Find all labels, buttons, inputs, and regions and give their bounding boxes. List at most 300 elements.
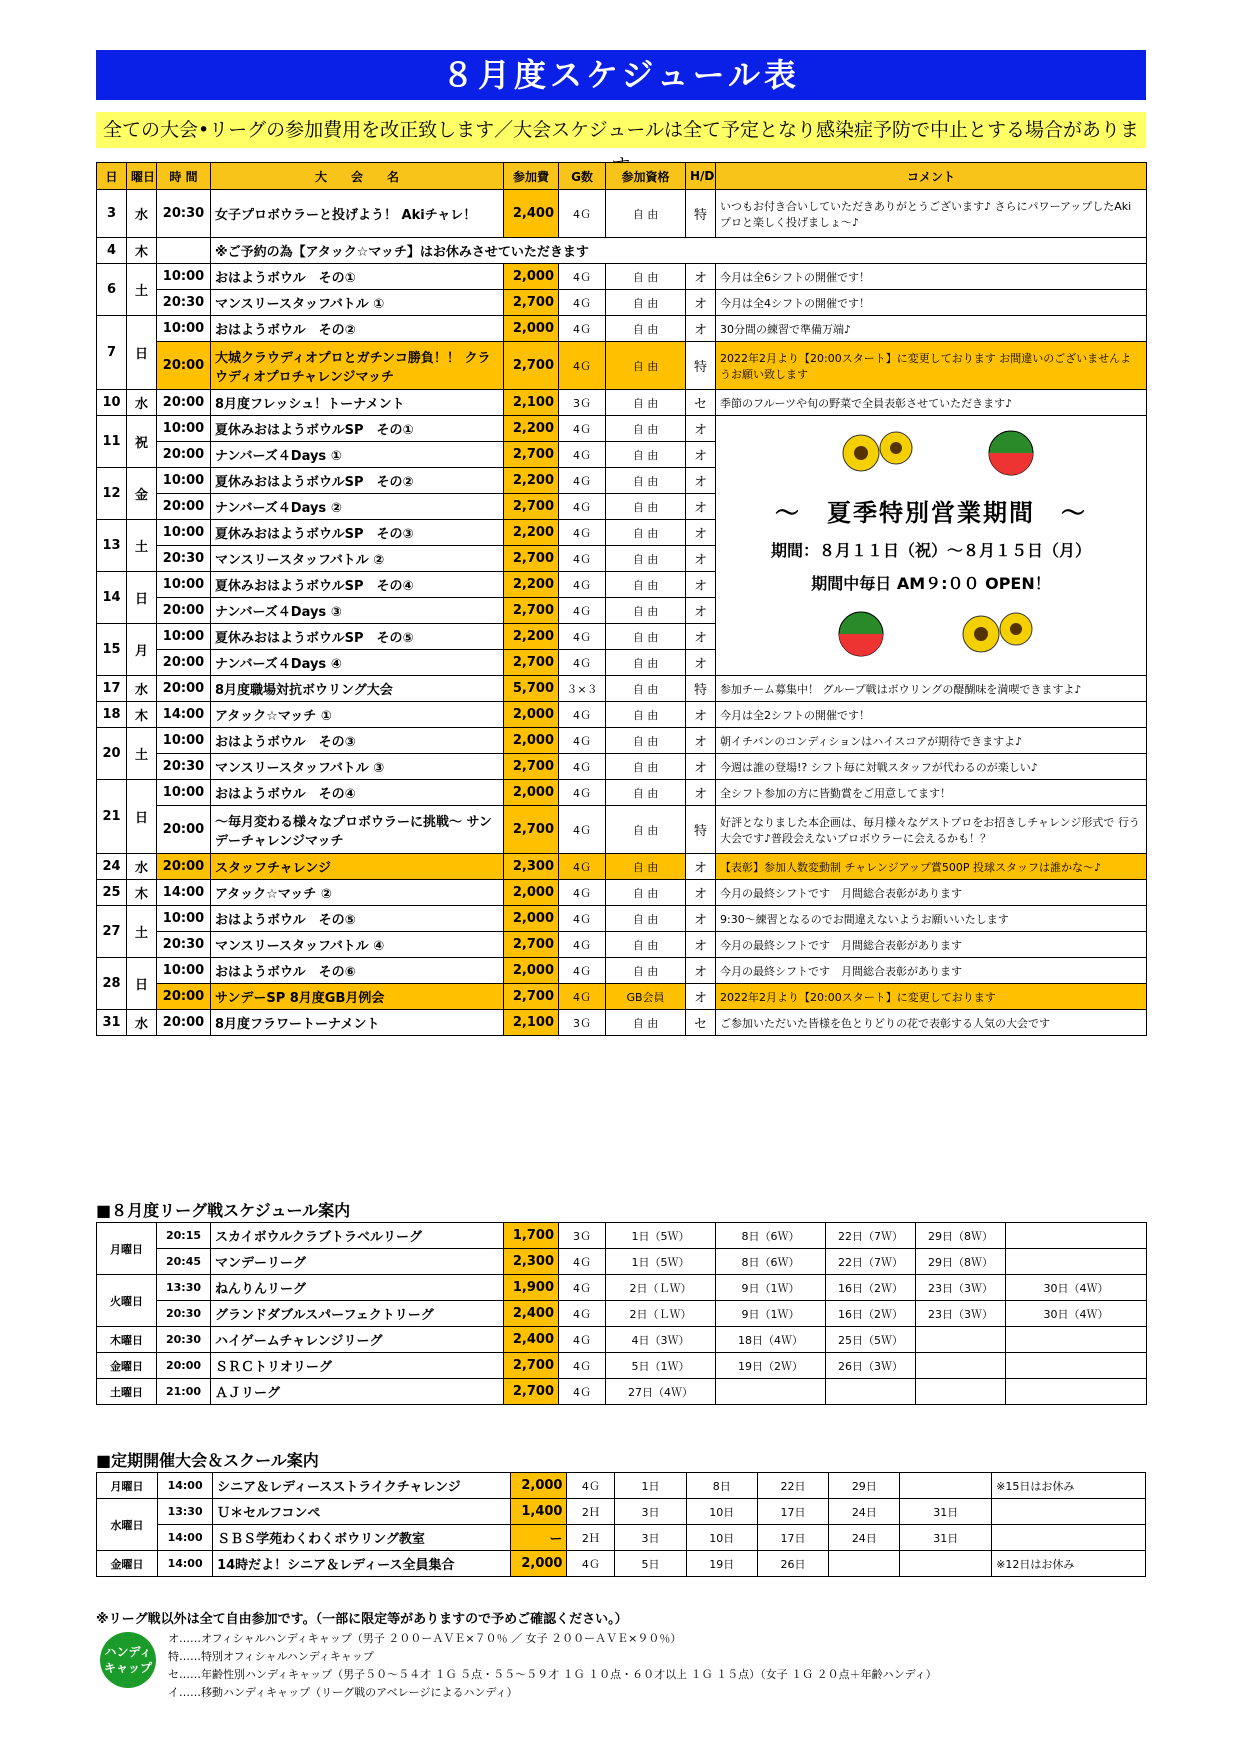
fee-cell: 2,700 <box>504 1379 559 1405</box>
time-cell: 14:00 <box>158 1551 213 1577</box>
day-cell: 12 <box>97 468 127 520</box>
time-cell: 20:00 <box>157 442 211 468</box>
games-cell: 4Ｇ <box>559 572 606 598</box>
weekday-cell: 金曜日 <box>97 1551 158 1577</box>
handicap-cell: オ <box>686 572 716 598</box>
time-cell: 10:00 <box>157 416 211 442</box>
qualification-cell: 自 由 <box>606 546 686 572</box>
qualification-cell: 自 由 <box>606 806 686 854</box>
event-name: 夏休みおはようボウルSP その① <box>211 416 504 442</box>
weekday-cell: 月曜日 <box>97 1473 158 1499</box>
time-cell: 20:00 <box>157 598 211 624</box>
fee-cell: 2,300 <box>504 854 559 880</box>
handicap-cell: オ <box>686 546 716 572</box>
fee-cell: 2,700 <box>504 342 559 390</box>
event-name: 夏休みおはようボウルSP その④ <box>211 572 504 598</box>
comment-cell: 【表彰】参加人数変動制 チャレンジアップ賞500P 投球スタッフは誰かな～♪ <box>716 854 1147 880</box>
table-row <box>97 932 1147 958</box>
qualification-cell: 自 由 <box>606 316 686 342</box>
handicap-cell: オ <box>686 702 716 728</box>
date-cell: 22日 <box>757 1473 828 1499</box>
weekday-cell: 水 <box>127 676 157 702</box>
weekday-cell: 日 <box>127 958 157 1010</box>
weekday-cell: 日 <box>127 780 157 854</box>
fee-cell: 2,700 <box>504 806 559 854</box>
time-cell: 10:00 <box>157 958 211 984</box>
handicap-cell: オ <box>686 780 716 806</box>
handicap-cell: オ <box>686 468 716 494</box>
table-row <box>97 702 1147 728</box>
fee-cell: 2,700 <box>504 984 559 1010</box>
games-cell: 4Ｇ <box>559 190 606 238</box>
handicap-cell: オ <box>686 290 716 316</box>
table-row <box>97 416 1147 442</box>
fee-cell: 5,700 <box>504 676 559 702</box>
fee-cell: 2,000 <box>511 1473 567 1499</box>
table-row <box>97 1551 1146 1577</box>
weekday-cell: 木 <box>127 702 157 728</box>
games-cell: 4Ｇ <box>559 416 606 442</box>
note-cell <box>992 1499 1146 1525</box>
header-day: 日 <box>97 163 127 190</box>
day-cell: 15 <box>97 624 127 676</box>
handicap-line: イ……移動ハンディキャップ（リーグ戦のアベレージによるハンディ） <box>168 1686 518 1699</box>
day-cell: 11 <box>97 416 127 468</box>
qualification-cell: 自 由 <box>606 676 686 702</box>
weekday-cell: 水曜日 <box>97 1499 158 1551</box>
handicap-cell: オ <box>686 754 716 780</box>
fee-cell: 2,000 <box>504 264 559 290</box>
date-cell <box>826 1379 916 1405</box>
event-name: Ｕ＊セルフコンペ <box>213 1499 511 1525</box>
day-cell: 27 <box>97 906 127 958</box>
school-table <box>96 1472 1146 1577</box>
handicap-line: セ……年齢性別ハンディキャップ（男子５０～５４才 １Ｇ ５点・５５～５９才 １Ｇ １０点・６０才以上 １Ｇ １５点）（女子 １Ｇ ２０点＋年齢ハンディ） <box>168 1668 937 1681</box>
time-cell: 21:00 <box>157 1379 211 1405</box>
table-row <box>97 290 1147 316</box>
comment-cell: 9:30～練習となるのでお間違えないようお願いいたします <box>716 906 1147 932</box>
handicap-cell: オ <box>686 932 716 958</box>
date-cell: 3日 <box>615 1499 686 1525</box>
note-cell <box>992 1525 1146 1551</box>
promo-open-time: 期間中毎日 AM９:００ OPEN！ <box>811 574 1051 593</box>
qualification-cell: 自 由 <box>606 342 686 390</box>
handicap-cell: オ <box>686 984 716 1010</box>
watermelon-icon <box>720 604 1142 668</box>
date-cell: 8日（6Ｗ） <box>716 1223 826 1249</box>
fee-cell: 2,200 <box>504 520 559 546</box>
table-row <box>97 1327 1147 1353</box>
games-cell: 2Ｈ <box>567 1525 615 1551</box>
date-cell <box>829 1551 900 1577</box>
games-cell: 4Ｇ <box>559 624 606 650</box>
handicap-badge: ハンディ キャップ <box>100 1632 156 1688</box>
date-cell: 17日 <box>757 1499 828 1525</box>
day-cell: 13 <box>97 520 127 572</box>
date-cell: 2日（ＬＷ） <box>606 1275 716 1301</box>
weekday-cell: 木 <box>127 880 157 906</box>
games-cell: 4Ｇ <box>559 1327 606 1353</box>
games-cell: 4Ｇ <box>559 1249 606 1275</box>
day-cell: 31 <box>97 1010 127 1036</box>
handicap-cell: 特 <box>686 806 716 854</box>
fee-cell: 2,200 <box>504 468 559 494</box>
fee-cell: 2,700 <box>504 494 559 520</box>
games-cell: 4Ｇ <box>567 1473 615 1499</box>
time-cell: 20:00 <box>157 984 211 1010</box>
fee-cell: 2,000 <box>504 880 559 906</box>
comment-cell: 朝イチバンのコンディションはハイスコアが期待できますよ♪ <box>716 728 1147 754</box>
handicap-cell: オ <box>686 906 716 932</box>
event-name: おはようボウル その③ <box>211 728 504 754</box>
table-row <box>97 1379 1147 1405</box>
games-cell: 4Ｇ <box>559 442 606 468</box>
games-cell: ３×３ <box>559 676 606 702</box>
time-cell: 10:00 <box>157 468 211 494</box>
school-section-title: ■定期開催大会＆スクール案内 <box>96 1451 319 1470</box>
handicap-cell: オ <box>686 958 716 984</box>
weekday-cell: 金曜日 <box>97 1353 157 1379</box>
time-cell: 20:30 <box>157 190 211 238</box>
day-cell: 28 <box>97 958 127 1010</box>
time-cell: 20:00 <box>157 676 211 702</box>
weekday-cell: 水 <box>127 390 157 416</box>
games-cell: 4Ｇ <box>559 264 606 290</box>
event-name: スタッフチャレンジ <box>211 854 504 880</box>
date-cell: 27日（4Ｗ） <box>606 1379 716 1405</box>
day-cell: 17 <box>97 676 127 702</box>
time-cell: 20:30 <box>157 932 211 958</box>
event-name: アタック☆マッチ ② <box>211 880 504 906</box>
games-cell: 4Ｇ <box>559 1275 606 1301</box>
date-cell: 25日（5Ｗ） <box>826 1327 916 1353</box>
notice-banner: 全ての大会•リーグの参加費用を改正致します／大会スケジュールは全て予定となり感染症予防で中止とする場合がありま <box>96 112 1146 148</box>
time-cell: 10:00 <box>157 520 211 546</box>
date-cell: 22日（7Ｗ） <box>826 1249 916 1275</box>
fee-cell: 2,700 <box>504 932 559 958</box>
event-name: ねんりんリーグ <box>211 1275 504 1301</box>
date-cell: 4日（3Ｗ） <box>606 1327 716 1353</box>
games-cell: 4Ｇ <box>559 316 606 342</box>
fee-cell: 2,700 <box>504 650 559 676</box>
day-cell: 25 <box>97 880 127 906</box>
qualification-cell: GB会員 <box>606 984 686 1010</box>
date-cell: 1日 <box>615 1473 686 1499</box>
fee-cell: 2,700 <box>504 1353 559 1379</box>
day-cell: 21 <box>97 780 127 854</box>
time-cell: 20:30 <box>157 1301 211 1327</box>
event-name: 大城クラウディオプロとガチンコ勝負！！ クラウディオプロチャレンジマッチ <box>211 342 504 390</box>
table-row <box>97 780 1147 806</box>
comment-cell: 30分間の練習で準備万端♪ <box>716 316 1147 342</box>
games-cell: 4Ｇ <box>559 1379 606 1405</box>
event-name: マンスリースタッフバトル ③ <box>211 754 504 780</box>
time-cell: 20:30 <box>157 290 211 316</box>
time-cell: 10:00 <box>157 780 211 806</box>
handicap-line: オ……オフィシャルハンディキャップ（男子 ２００ーＡＶＥ×７０％ ／ 女子 ２００ーＡＶＥ×９０％） <box>168 1632 682 1645</box>
day-cell: 20 <box>97 728 127 780</box>
games-cell: 4Ｇ <box>559 932 606 958</box>
weekday-cell: 土 <box>127 264 157 316</box>
event-name: マンスリースタッフバトル ① <box>211 290 504 316</box>
table-row <box>97 1525 1146 1551</box>
event-name: 夏休みおはようボウルSP その③ <box>211 520 504 546</box>
header-event: 大 会 名 <box>211 163 504 190</box>
date-cell: 3日 <box>615 1525 686 1551</box>
event-name: 14時だよ！シニア＆レディース全員集合 <box>213 1551 511 1577</box>
comment-cell: 今月は全4シフトの開催です！ <box>716 290 1147 316</box>
date-cell: 31日 <box>900 1525 992 1551</box>
date-cell: 2日（ＬＷ） <box>606 1301 716 1327</box>
date-cell <box>900 1551 992 1577</box>
table-row <box>97 754 1147 780</box>
event-name: マンデーリーグ <box>211 1249 504 1275</box>
games-cell: 4Ｇ <box>559 468 606 494</box>
weekday-cell: 水 <box>127 1010 157 1036</box>
time-cell: 20:00 <box>157 1353 211 1379</box>
time-cell: 20:00 <box>157 390 211 416</box>
header-comment: コメント <box>716 163 1147 190</box>
event-name: ＡＪリーグ <box>211 1379 504 1405</box>
weekday-cell: 月 <box>127 624 157 676</box>
handicap-cell: 特 <box>686 676 716 702</box>
handicap-cell: オ <box>686 880 716 906</box>
header-time: 時 間 <box>157 163 211 190</box>
qualification-cell: 自 由 <box>606 416 686 442</box>
handicap-cell: オ <box>686 650 716 676</box>
event-name: おはようボウル その④ <box>211 780 504 806</box>
weekday-cell: 月曜日 <box>97 1223 157 1275</box>
event-name: ナンバーズ４Days ② <box>211 494 504 520</box>
time-cell: 10:00 <box>157 906 211 932</box>
comment-cell: 今月の最終シフトです 月間総合表彰があります <box>716 932 1147 958</box>
comment-cell: 参加チーム募集中！ グループ戦はボウリングの醍醐味を満喫できますよ♪ <box>716 676 1147 702</box>
weekday-cell: 水 <box>127 854 157 880</box>
date-cell: 1日（5Ｗ） <box>606 1249 716 1275</box>
weekday-cell: 水 <box>127 190 157 238</box>
comment-cell: 2022年2月より【20:00スタート】に変更しております お間違いのございませんようお願い致します <box>716 342 1147 390</box>
date-cell: 19日（2Ｗ） <box>716 1353 826 1379</box>
games-cell: 4Ｇ <box>559 1353 606 1379</box>
handicap-cell: 特 <box>686 342 716 390</box>
handicap-cell: セ <box>686 1010 716 1036</box>
date-cell <box>1006 1223 1147 1249</box>
date-cell: 29日（8Ｗ） <box>916 1249 1006 1275</box>
time-cell: 20:00 <box>157 342 211 390</box>
table-row <box>97 958 1147 984</box>
games-cell: 4Ｇ <box>559 728 606 754</box>
qualification-cell: 自 由 <box>606 190 686 238</box>
date-cell: 16日（2Ｗ） <box>826 1301 916 1327</box>
fee-cell: 1,900 <box>504 1275 559 1301</box>
comment-cell: 今週は誰の登場!? シフト毎に対戦スタッフが代わるのが楽しい♪ <box>716 754 1147 780</box>
promo-period: 期間：８月１１日（祝）～８月１５日（月） <box>770 541 1091 560</box>
time-cell: 10:00 <box>157 572 211 598</box>
date-cell <box>1006 1379 1147 1405</box>
event-name: マンスリースタッフバトル ④ <box>211 932 504 958</box>
weekday-cell: 日 <box>127 316 157 390</box>
time-cell: 20:00 <box>157 650 211 676</box>
date-cell: 18日（4Ｗ） <box>716 1327 826 1353</box>
day-cell: 3 <box>97 190 127 238</box>
handicap-cell: オ <box>686 520 716 546</box>
time-cell: 20:30 <box>157 546 211 572</box>
league-section-title: ■８月度リーグ戦スケジュール案内 <box>96 1201 351 1220</box>
qualification-cell: 自 由 <box>606 932 686 958</box>
table-row <box>97 806 1147 854</box>
date-cell: 10日 <box>686 1499 757 1525</box>
games-cell: 4Ｇ <box>559 780 606 806</box>
table-row <box>97 238 1147 264</box>
table-row <box>97 1353 1147 1379</box>
table-row <box>97 1223 1147 1249</box>
fee-cell: 2,000 <box>504 958 559 984</box>
event-name: サンデーSP 8月度GB月例会 <box>211 984 504 1010</box>
event-name: おはようボウル その⑤ <box>211 906 504 932</box>
fee-cell: 2,100 <box>504 390 559 416</box>
date-cell <box>916 1353 1006 1379</box>
day-cell: 14 <box>97 572 127 624</box>
date-cell <box>716 1379 826 1405</box>
event-name: 夏休みおはようボウルSP その② <box>211 468 504 494</box>
comment-cell: 全シフト参加の方に皆勤賞をご用意してます！ <box>716 780 1147 806</box>
date-cell <box>916 1327 1006 1353</box>
header-weekday: 曜日 <box>127 163 157 190</box>
handicap-cell: セ <box>686 390 716 416</box>
event-name: おはようボウル その① <box>211 264 504 290</box>
date-cell: 29日（8Ｗ） <box>916 1223 1006 1249</box>
table-row <box>97 880 1147 906</box>
time-cell: 14:00 <box>157 880 211 906</box>
page-title: ８月度スケジュール表 <box>96 50 1146 100</box>
note-cell: ※12日はお休み <box>992 1551 1146 1577</box>
event-name: おはようボウル その⑥ <box>211 958 504 984</box>
fee-cell: 2,400 <box>504 190 559 238</box>
date-cell: 24日 <box>829 1499 900 1525</box>
table-row <box>97 676 1147 702</box>
date-cell: 19日 <box>686 1551 757 1577</box>
time-cell: 20:00 <box>157 1010 211 1036</box>
time-cell: 20:00 <box>157 494 211 520</box>
table-row <box>97 1473 1146 1499</box>
fee-cell: 2,000 <box>504 780 559 806</box>
footnote: ※リーグ戦以外は全て自由参加です。（一部に限定等がありますので予めご確認ください。） <box>96 1612 628 1627</box>
comment-cell: いつもお付き合いしていただきありがとうございます♪ さらにパワーアップしたAkiプロと楽しく投げましょ～♪ <box>716 190 1147 238</box>
games-cell: 4Ｇ <box>559 1301 606 1327</box>
event-name: おはようボウル その② <box>211 316 504 342</box>
time-cell: 20:30 <box>157 754 211 780</box>
time-cell: 14:00 <box>157 702 211 728</box>
qualification-cell: 自 由 <box>606 442 686 468</box>
comment-cell: 今月は全2シフトの開催です！ <box>716 702 1147 728</box>
qualification-cell: 自 由 <box>606 780 686 806</box>
weekday-cell: 火曜日 <box>97 1275 157 1327</box>
qualification-cell: 自 由 <box>606 520 686 546</box>
comment-cell: 今月は全6シフトの開催です！ <box>716 264 1147 290</box>
weekday-cell: 土曜日 <box>97 1379 157 1405</box>
table-row <box>97 390 1147 416</box>
event-name: マンスリースタッフバトル ② <box>211 546 504 572</box>
event-name: ＳＲＣトリオリーグ <box>211 1353 504 1379</box>
weekday-cell: 祝 <box>127 416 157 468</box>
time-cell: 14:00 <box>158 1525 213 1551</box>
fee-cell: ー <box>511 1525 567 1551</box>
games-cell: 4Ｇ <box>559 650 606 676</box>
games-cell: 4Ｇ <box>559 598 606 624</box>
games-cell: 3Ｇ <box>559 1010 606 1036</box>
handicap-cell: オ <box>686 316 716 342</box>
schedule-table <box>96 162 1147 1036</box>
qualification-cell: 自 由 <box>606 290 686 316</box>
date-cell <box>1006 1327 1147 1353</box>
handicap-cell: オ <box>686 624 716 650</box>
day-cell: 10 <box>97 390 127 416</box>
fee-cell: 1,700 <box>504 1223 559 1249</box>
handicap-cell: オ <box>686 598 716 624</box>
event-name: ※ご予約の為【アタック☆マッチ】はお休みさせていただきます <box>211 238 1147 264</box>
date-cell: 9日（1Ｗ） <box>716 1301 826 1327</box>
table-row <box>97 1249 1147 1275</box>
comment-cell: 好評となりました本企画は、毎月様々なゲストプロをお招きしチャレンジ形式で 行う大会です♪普段会えないプロボウラーに会えるかも！？ <box>716 806 1147 854</box>
date-cell: 24日 <box>829 1525 900 1551</box>
date-cell <box>1006 1353 1147 1379</box>
event-name: ～毎月変わる様々なプロボウラーに挑戦～ サンデーチャレンジマッチ <box>211 806 504 854</box>
day-cell: 7 <box>97 316 127 390</box>
date-cell <box>900 1473 992 1499</box>
weekday-cell: 木曜日 <box>97 1327 157 1353</box>
date-cell: 1日（5Ｗ） <box>606 1223 716 1249</box>
event-name: ハイゲームチャレンジリーグ <box>211 1327 504 1353</box>
date-cell: 8日（6Ｗ） <box>716 1249 826 1275</box>
table-row <box>97 854 1147 880</box>
event-name: ナンバーズ４Days ③ <box>211 598 504 624</box>
fee-cell: 2,700 <box>504 598 559 624</box>
qualification-cell: 自 由 <box>606 598 686 624</box>
date-cell: 9日（1Ｗ） <box>716 1275 826 1301</box>
date-cell: 23日（3Ｗ） <box>916 1301 1006 1327</box>
qualification-cell: 自 由 <box>606 854 686 880</box>
handicap-cell: オ <box>686 442 716 468</box>
fee-cell: 2,000 <box>511 1551 567 1577</box>
fee-cell: 2,100 <box>504 1010 559 1036</box>
note-cell: ※15日はお休み <box>992 1473 1146 1499</box>
fee-cell: 2,700 <box>504 290 559 316</box>
event-name: 8月度フラワートーナメント <box>211 1010 504 1036</box>
games-cell: 3Ｇ <box>559 1223 606 1249</box>
event-name: スカイボウルクラブトラベルリーグ <box>211 1223 504 1249</box>
fee-cell: 2,000 <box>504 702 559 728</box>
games-cell: 4Ｇ <box>559 880 606 906</box>
qualification-cell: 自 由 <box>606 958 686 984</box>
table-row <box>97 984 1147 1010</box>
date-cell: 29日 <box>829 1473 900 1499</box>
table-row <box>97 906 1147 932</box>
fee-cell: 2,700 <box>504 442 559 468</box>
date-cell: 10日 <box>686 1525 757 1551</box>
handicap-line: 特……特別オフィシャルハンディキャップ <box>168 1650 374 1663</box>
date-cell: 8日 <box>686 1473 757 1499</box>
games-cell: 4Ｇ <box>559 520 606 546</box>
fee-cell: 2,200 <box>504 416 559 442</box>
summer-promo-panel <box>716 416 1147 676</box>
games-cell: 4Ｇ <box>559 494 606 520</box>
event-name: ＳＢＳ学苑わくわくボウリング教室 <box>213 1525 511 1551</box>
handicap-cell: 特 <box>686 190 716 238</box>
fee-cell: 2,000 <box>504 316 559 342</box>
time-cell: 10:00 <box>157 264 211 290</box>
games-cell: 4Ｇ <box>559 702 606 728</box>
date-cell: 30日（4Ｗ） <box>1006 1301 1147 1327</box>
